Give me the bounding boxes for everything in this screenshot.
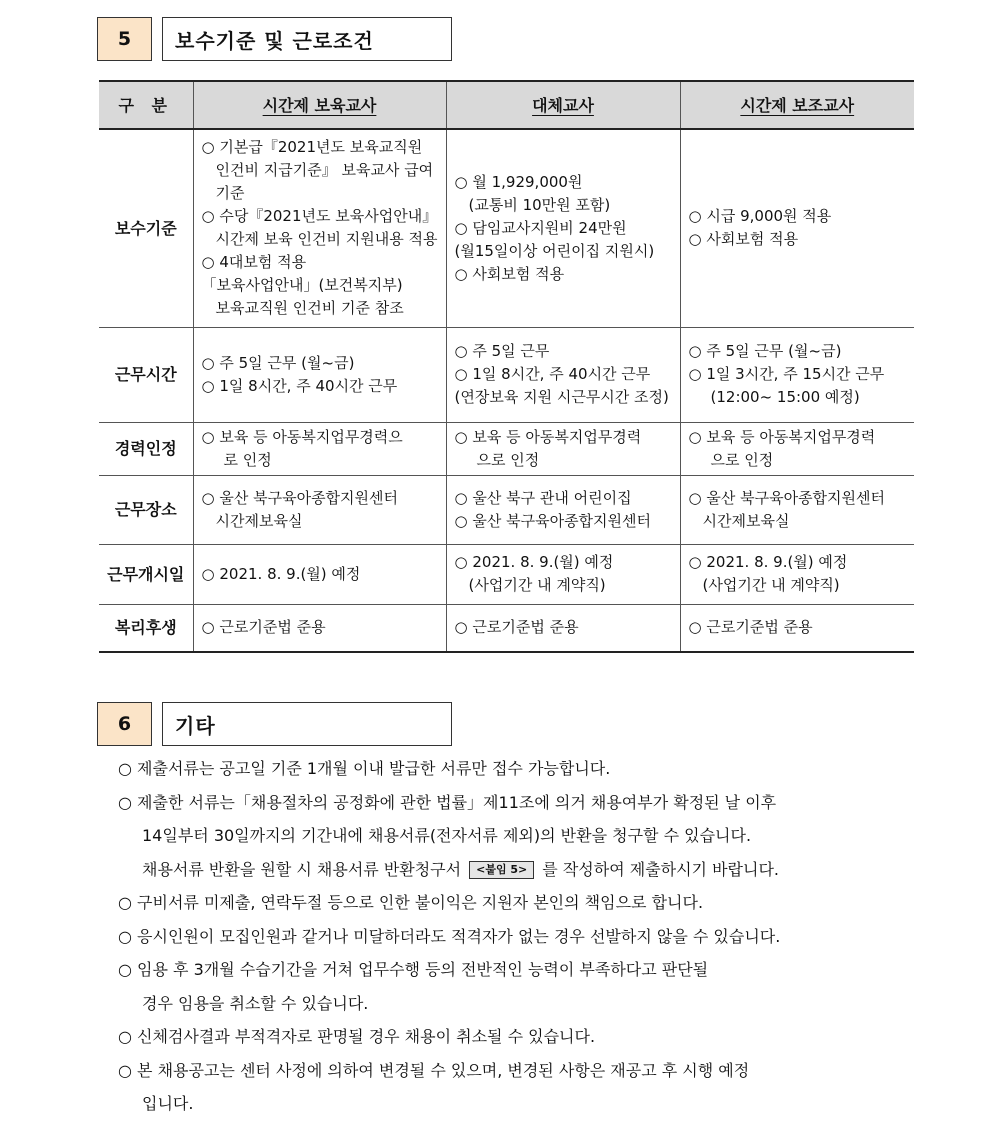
cell-parttime-assistant — [680, 604, 914, 652]
list-item — [118, 1025, 780, 1049]
cell-substitute-teacher — [446, 604, 680, 652]
cell-line: ○ 2021. 8. 9.(월) 예정 — [454, 553, 614, 571]
col-header-parttime-teacher: 시간제 보육교사 — [193, 81, 446, 129]
cell-parttime-teacher — [193, 129, 446, 327]
cell-line: (사업기간 내 계약직) — [468, 576, 606, 594]
cell-line: 시간제 보육 인건비 지원내용 적용 — [215, 230, 438, 249]
cell-substitute-teacher — [446, 422, 680, 475]
section-5-header — [97, 17, 452, 61]
conditions-table — [99, 80, 914, 653]
list-item — [118, 925, 780, 949]
list-item — [118, 891, 780, 915]
cell-substitute-teacher — [446, 544, 680, 604]
cell-line: ○ 주 5일 근무 — [454, 342, 550, 360]
note-text: ○ 구비서류 미제출, 연락두절 등으로 인한 불이익은 지원자 본인의 책임으로 합니다. — [118, 893, 704, 912]
cell-line: ○ 사회보험 적용 — [688, 230, 799, 249]
cell-parttime-assistant — [680, 475, 914, 544]
cell-line: 으로 인정 — [710, 450, 774, 469]
table-header-row — [99, 81, 914, 129]
cell-line: 보육교직원 인건비 기준 참조 — [215, 299, 404, 318]
cell-parttime-teacher — [193, 475, 446, 544]
cell-parttime-assistant — [680, 422, 914, 475]
cell-line: ○ 월 1,929,000원 — [454, 172, 583, 191]
note-text: ○ 임용 후 3개월 수습기간을 거쳐 업무수행 등의 전반적인 능력이 부족하다고 판단될 — [118, 960, 709, 979]
note-text: 채용서류 반환을 원할 시 채용서류 반환청구서 — [142, 859, 462, 879]
cell-line: 시간제보육실 — [702, 511, 790, 530]
list-item — [118, 1059, 780, 1116]
note-text: ○ 제출한 서류는「채용절차의 공정화에 관한 법률」제11조에 의거 채용여부가 확정된 날 이후 — [118, 792, 777, 812]
cell-line: ○ 보육 등 아동복지업무경력 — [688, 427, 876, 446]
row-label: 보수기준 — [99, 129, 193, 327]
row-label: 근무개시일 — [99, 544, 193, 604]
note-text: 입니다. — [142, 1094, 194, 1113]
section-6-title: 기타 — [162, 702, 452, 746]
cell-line: 인건비 지급기준』 보육교사 급여 — [215, 161, 434, 180]
table-row-pay — [99, 129, 914, 327]
cell-line: (사업기간 내 계약직) — [702, 576, 840, 594]
cell-line: ○ 근로기준법 준용 — [454, 618, 579, 637]
note-text: ○ 제출서류는 공고일 기준 1개월 이내 발급한 서류만 접수 가능합니다. — [118, 759, 611, 778]
cell-line: ○ 울산 북구육아종합지원센터 — [201, 488, 399, 507]
cell-line: ○ 근로기준법 준용 — [688, 618, 813, 637]
cell-line: 기준 — [215, 184, 245, 203]
note-text: 14일부터 30일까지의 기간내에 채용서류(전자서류 제외)의 반환을 청구할 수 있습니다. — [142, 826, 752, 845]
note-text: 를 작성하여 제출하시기 바랍니다. — [542, 859, 780, 879]
cell-parttime-teacher — [193, 327, 446, 422]
notes-list — [118, 757, 780, 1126]
cell-line: ○ 근로기준법 준용 — [201, 618, 326, 637]
cell-line: ○ 2021. 8. 9.(월) 예정 — [201, 564, 361, 583]
cell-line: ○ 1일 8시간, 주 40시간 근무 — [201, 376, 398, 395]
cell-substitute-teacher — [446, 327, 680, 422]
cell-line: (교통비 10만원 포함) — [468, 195, 611, 214]
cell-line: ○ 수당『2021년도 보육사업안내』 — [201, 207, 438, 226]
row-label: 근무시간 — [99, 327, 193, 422]
cell-line: ○ 울산 북구 관내 어린이집 — [454, 488, 632, 507]
cell-line: (월15일이상 어린이집 지원시) — [454, 241, 655, 260]
cell-parttime-assistant — [680, 544, 914, 604]
table-row-location — [99, 475, 914, 544]
section-5-number: 5 — [97, 17, 152, 61]
cell-line: 로 인정 — [223, 450, 272, 469]
note-text: ○ 응시인원이 모집인원과 같거나 미달하더라도 적격자가 없는 경우 선발하지 않을 수 있습니다. — [118, 926, 781, 946]
cell-parttime-assistant — [680, 129, 914, 327]
cell-line: ○ 기본급『2021년도 보육교직원 — [201, 138, 423, 157]
cell-line: 시간제보육실 — [215, 511, 303, 530]
cell-line: ○ 1일 8시간, 주 40시간 근무 — [454, 365, 651, 383]
cell-line: ○ 4대보험 적용 — [201, 253, 307, 272]
row-label: 경력인정 — [99, 422, 193, 475]
table-row-welfare — [99, 604, 914, 652]
note-text: ○ 신체검사결과 부적격자로 판명될 경우 채용이 취소될 수 있습니다. — [118, 1027, 596, 1046]
cell-substitute-teacher — [446, 129, 680, 327]
cell-line: ○ 울산 북구육아종합지원센터 — [688, 488, 886, 507]
cell-line: ○ 보육 등 아동복지업무경력 — [454, 427, 642, 446]
list-item — [118, 791, 780, 882]
cell-line: (연장보육 지원 시근무시간 조정) — [454, 388, 669, 406]
cell-parttime-assistant — [680, 327, 914, 422]
row-label: 근무장소 — [99, 475, 193, 544]
cell-line: 으로 인정 — [476, 450, 540, 469]
list-item — [118, 757, 780, 781]
cell-line: ○ 시급 9,000원 적용 — [688, 207, 832, 226]
col-header-parttime-assistant: 시간제 보조교사 — [680, 81, 914, 129]
cell-line: ○ 담임교사지원비 24만원 — [454, 218, 627, 237]
cell-parttime-teacher — [193, 422, 446, 475]
cell-line: ○ 2021. 8. 9.(월) 예정 — [688, 553, 848, 571]
list-item — [118, 958, 780, 1015]
cell-line: ○ 울산 북구육아종합지원센터 — [454, 511, 652, 530]
table-row-start-date — [99, 544, 914, 604]
note-text: ○ 본 채용공고는 센터 사정에 의하여 변경될 수 있으며, 변경된 사항은 재공고 후 시행 예정 — [118, 1060, 750, 1080]
cell-line: ○ 1일 3시간, 주 15시간 근무 — [688, 365, 885, 383]
section-6-number: 6 — [97, 702, 152, 746]
cell-line: ○ 주 5일 근무 (월~금) — [688, 342, 842, 360]
note-text: 경우 임용을 취소할 수 있습니다. — [142, 993, 369, 1013]
table-row-hours — [99, 327, 914, 422]
section-6-header — [97, 702, 452, 746]
cell-line: ○ 보육 등 아동복지업무경력으 — [201, 427, 403, 446]
cell-line: (12:00~ 15:00 예정) — [710, 388, 860, 406]
cell-line: 「보육사업안내」(보건복지부) — [201, 276, 403, 295]
note-return-line — [118, 858, 780, 882]
cell-line: ○ 주 5일 근무 (월~금) — [201, 353, 355, 372]
attachment-tag: <붙임 5> — [469, 861, 534, 879]
col-header-category: 구 분 — [99, 81, 193, 129]
cell-parttime-teacher — [193, 544, 446, 604]
table-row-career — [99, 422, 914, 475]
section-5-title: 보수기준 및 근로조건 — [162, 17, 452, 61]
row-label: 복리후생 — [99, 604, 193, 652]
cell-substitute-teacher — [446, 475, 680, 544]
col-header-substitute-teacher: 대체교사 — [446, 81, 680, 129]
cell-parttime-teacher — [193, 604, 446, 652]
cell-line: ○ 사회보험 적용 — [454, 264, 565, 283]
